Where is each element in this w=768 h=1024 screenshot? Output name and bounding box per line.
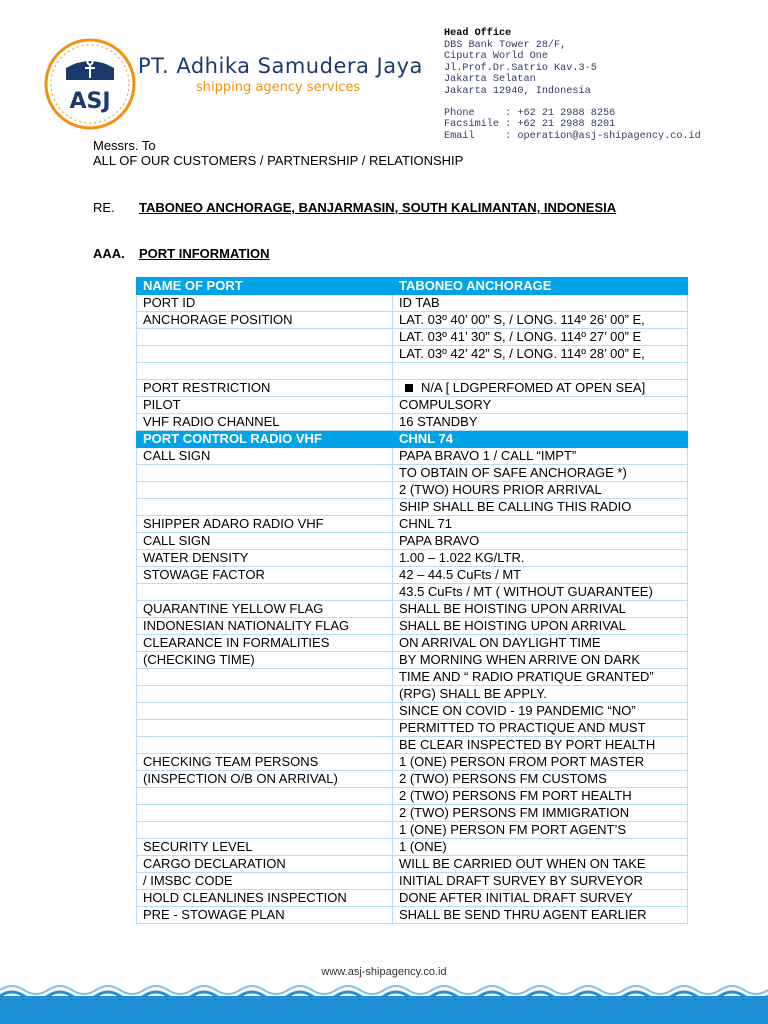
table-row xyxy=(137,788,688,805)
row-label: QUARANTINE YELLOW FLAG xyxy=(137,601,393,618)
row-label: SECURITY LEVEL xyxy=(137,839,393,856)
contact-fax: Facsimile : +62 21 2988 8201 xyxy=(444,119,616,131)
table-row xyxy=(137,363,688,380)
row-value: ID TAB xyxy=(393,295,688,312)
table-row xyxy=(137,431,688,448)
row-value: TABONEO ANCHORAGE xyxy=(393,278,688,295)
row-value: LAT. 03º 41’ 30” S, / LONG. 114º 27’ 00” E xyxy=(393,329,688,346)
company-header xyxy=(138,54,423,95)
table-row xyxy=(137,312,688,329)
row-value: TO OBTAIN OF SAFE ANCHORAGE *) xyxy=(393,465,688,482)
row-value: (RPG) SHALL BE APPLY. xyxy=(393,686,688,703)
contact-email: Email : operation@asj-shipagency.co.id xyxy=(444,130,701,142)
table-row xyxy=(137,805,688,822)
company-tagline: shipping agency services xyxy=(196,80,361,95)
row-value: CHNL 71 xyxy=(393,516,688,533)
row-value: BY MORNING WHEN ARRIVE ON DARK xyxy=(393,652,688,669)
row-value: CHNL 74 xyxy=(393,431,688,448)
row-value: COMPULSORY xyxy=(393,397,688,414)
address-line: Jakarta Selatan xyxy=(444,74,536,86)
row-value: 1 (ONE) xyxy=(393,839,688,856)
row-value: PAPA BRAVO 1 / CALL “IMPT” xyxy=(393,448,688,465)
table-row xyxy=(137,737,688,754)
row-label: PILOT xyxy=(137,397,393,414)
row-label xyxy=(137,499,393,516)
table-row xyxy=(137,346,688,363)
row-label: STOWAGE FACTOR xyxy=(137,567,393,584)
row-label: PORT RESTRICTION xyxy=(137,380,393,397)
table-row xyxy=(137,754,688,771)
row-label xyxy=(137,465,393,482)
re-label: RE. xyxy=(93,200,115,215)
port-info-table xyxy=(136,277,688,924)
row-value: LAT. 03º 40’ 00” S, / LONG. 114º 26’ 00” E, xyxy=(393,312,688,329)
footer-url: www.asj-shipagency.co.id xyxy=(321,966,447,978)
row-value: 1.00 – 1.022 KG/LTR. xyxy=(393,550,688,567)
table-row xyxy=(137,601,688,618)
row-value: LAT. 03º 42’ 42” S, / LONG. 114º 28’ 00” E, xyxy=(393,346,688,363)
row-label: PORT CONTROL RADIO VHF xyxy=(137,431,393,448)
row-value: TIME AND “ RADIO PRATIQUE GRANTED” xyxy=(393,669,688,686)
row-label xyxy=(137,737,393,754)
table-row xyxy=(137,465,688,482)
table-row xyxy=(137,584,688,601)
row-label xyxy=(137,805,393,822)
row-value: SHALL BE SEND THRU AGENT EARLIER xyxy=(393,907,688,924)
row-value: SINCE ON COVID - 19 PANDEMIC “NO” xyxy=(393,703,688,720)
row-label xyxy=(137,669,393,686)
table-row xyxy=(137,380,688,397)
recipient-label: Messrs. To xyxy=(93,138,156,153)
company-logo xyxy=(44,38,136,130)
table-row xyxy=(137,482,688,499)
row-value: SHALL BE HOISTING UPON ARRIVAL xyxy=(393,618,688,635)
row-label: INDONESIAN NATIONALITY FLAG xyxy=(137,618,393,635)
row-label: PRE - STOWAGE PLAN xyxy=(137,907,393,924)
table-row xyxy=(137,907,688,924)
row-value: 2 (TWO) PERSONS FM CUSTOMS xyxy=(393,771,688,788)
row-label xyxy=(137,363,393,380)
row-label xyxy=(137,686,393,703)
row-label: VHF RADIO CHANNEL xyxy=(137,414,393,431)
row-label xyxy=(137,703,393,720)
table-row xyxy=(137,329,688,346)
address-line: Jl.Prof.Dr.Satrio Kav.3-5 xyxy=(444,62,597,74)
row-value: PERMITTED TO PRACTIQUE AND MUST xyxy=(393,720,688,737)
row-value: ON ARRIVAL ON DAYLIGHT TIME xyxy=(393,635,688,652)
row-label xyxy=(137,788,393,805)
row-value: 2 (TWO) PERSONS FM PORT HEALTH xyxy=(393,788,688,805)
row-value: SHIP SHALL BE CALLING THIS RADIO xyxy=(393,499,688,516)
table-row xyxy=(137,618,688,635)
table-row xyxy=(137,448,688,465)
table-row xyxy=(137,686,688,703)
table-row xyxy=(137,822,688,839)
row-label: (INSPECTION O/B ON ARRIVAL) xyxy=(137,771,393,788)
address-line: Ciputra World One xyxy=(444,51,548,63)
section-title: PORT INFORMATION xyxy=(139,246,270,261)
row-value: 2 (TWO) HOURS PRIOR ARRIVAL xyxy=(393,482,688,499)
contact-phone: Phone : +62 21 2988 8256 xyxy=(444,107,616,119)
row-label: (CHECKING TIME) xyxy=(137,652,393,669)
recipient-line: ALL OF OUR CUSTOMERS / PARTNERSHIP / RELATIONSHIP xyxy=(93,153,464,168)
footer-waves xyxy=(0,982,768,1024)
row-label: CHECKING TEAM PERSONS xyxy=(137,754,393,771)
table-row xyxy=(137,499,688,516)
row-value: 1 (ONE) PERSON FROM PORT MASTER xyxy=(393,754,688,771)
table-row xyxy=(137,669,688,686)
table-row xyxy=(137,873,688,890)
address-line: Jakarta 12940, Indonesia xyxy=(444,85,591,97)
row-label xyxy=(137,720,393,737)
table-row xyxy=(137,652,688,669)
row-label xyxy=(137,346,393,363)
row-label: NAME OF PORT xyxy=(137,278,393,295)
table-row xyxy=(137,839,688,856)
section-label: AAA. xyxy=(93,246,125,261)
row-label: / IMSBC CODE xyxy=(137,873,393,890)
row-value: 16 STANDBY xyxy=(393,414,688,431)
row-value-text: N/A [ LDGPERFOMED AT OPEN SEA] xyxy=(421,380,646,395)
office-heading: Head Office xyxy=(444,28,512,39)
row-value: 1 (ONE) PERSON FM PORT AGENT’S xyxy=(393,822,688,839)
row-label: WATER DENSITY xyxy=(137,550,393,567)
row-value: DONE AFTER INITIAL DRAFT SURVEY xyxy=(393,890,688,907)
row-label xyxy=(137,822,393,839)
table-row xyxy=(137,890,688,907)
table-row xyxy=(137,414,688,431)
table-row xyxy=(137,567,688,584)
address-line: DBS Bank Tower 28/F, xyxy=(444,39,567,51)
table-row xyxy=(137,703,688,720)
row-value: 2 (TWO) PERSONS FM IMMIGRATION xyxy=(393,805,688,822)
row-value: WILL BE CARRIED OUT WHEN ON TAKE xyxy=(393,856,688,873)
re-subject: TABONEO ANCHORAGE, BANJARMASIN, SOUTH KALIMANTAN, INDONESIA xyxy=(139,200,617,215)
row-value: PAPA BRAVO xyxy=(393,533,688,550)
row-label xyxy=(137,329,393,346)
row-value: SHALL BE HOISTING UPON ARRIVAL xyxy=(393,601,688,618)
bullet-square-icon xyxy=(405,384,413,392)
table-row xyxy=(137,771,688,788)
row-value: INITIAL DRAFT SURVEY BY SURVEYOR xyxy=(393,873,688,890)
company-name: PT. Adhika Samudera Jaya xyxy=(138,54,423,78)
logo-text: ASJ xyxy=(69,89,111,114)
table-row xyxy=(137,533,688,550)
row-label: CLEARANCE IN FORMALITIES xyxy=(137,635,393,652)
table-row xyxy=(137,295,688,312)
row-label: ANCHORAGE POSITION xyxy=(137,312,393,329)
row-value: BE CLEAR INSPECTED BY PORT HEALTH xyxy=(393,737,688,754)
table-row xyxy=(137,278,688,295)
table-row xyxy=(137,856,688,873)
row-label xyxy=(137,584,393,601)
row-label: CALL SIGN xyxy=(137,533,393,550)
row-label: CALL SIGN xyxy=(137,448,393,465)
row-value xyxy=(393,363,688,380)
row-label: SHIPPER ADARO RADIO VHF xyxy=(137,516,393,533)
table-row xyxy=(137,635,688,652)
office-address-block xyxy=(444,28,701,142)
table-row xyxy=(137,550,688,567)
table-row xyxy=(137,720,688,737)
table-row xyxy=(137,397,688,414)
row-value: 42 – 44.5 CuFts / MT xyxy=(393,567,688,584)
row-label: HOLD CLEANLINES INSPECTION xyxy=(137,890,393,907)
row-value: 43.5 CuFts / MT ( WITHOUT GUARANTEE) xyxy=(393,584,688,601)
table-row xyxy=(137,516,688,533)
row-value xyxy=(393,380,688,397)
row-label xyxy=(137,482,393,499)
row-label: PORT ID xyxy=(137,295,393,312)
row-label: CARGO DECLARATION xyxy=(137,856,393,873)
